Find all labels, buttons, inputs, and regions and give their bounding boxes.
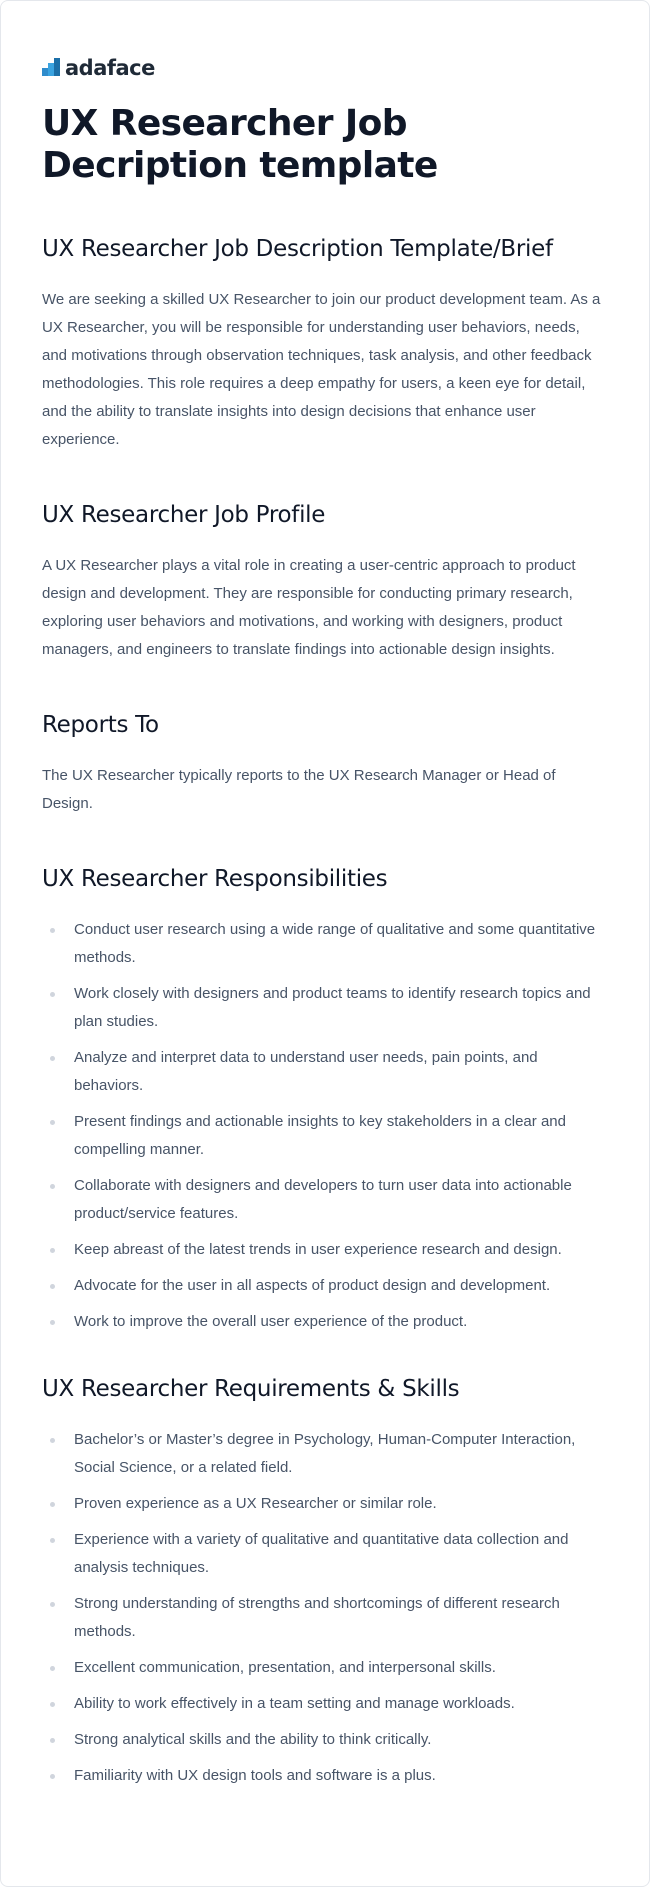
list-item: Excellent communication, presentation, and interpersonal skills.: [42, 1654, 608, 1682]
list-item: Present findings and actionable insights to key stakeholders in a clear and compelling manner.: [42, 1108, 608, 1164]
list-item: Familiarity with UX design tools and software is a plus.: [42, 1762, 608, 1790]
profile-section: [42, 500, 608, 664]
list-item: Work closely with designers and product teams to identify research topics and plan studies.: [42, 980, 608, 1036]
brief-section: [42, 234, 608, 454]
adaface-logo[interactable]: [42, 53, 608, 83]
list-item: Collaborate with designers and developers to turn user data into actionable product/service features.: [42, 1172, 608, 1228]
profile-body: A UX Researcher plays a vital role in creating a user-centric approach to product design and development. They are responsible for conducting primary research, exploring user behaviors and motivations, and working with designers, product managers, and engineers to translate findings into actionable design insights.: [42, 557, 576, 658]
reports-to-section: [42, 710, 608, 818]
reports-to-body: The UX Researcher typically reports to the UX Research Manager or Head of Design.: [42, 767, 556, 812]
list-item: Strong understanding of strengths and shortcomings of different research methods.: [42, 1590, 608, 1646]
list-item: Proven experience as a UX Researcher or similar role.: [42, 1490, 608, 1518]
list-item: Experience with a variety of qualitative and quantitative data collection and analysis techniques.: [42, 1526, 608, 1582]
list-item: Ability to work effectively in a team setting and manage workloads.: [42, 1690, 608, 1718]
list-item: Strong analytical skills and the ability to think critically.: [42, 1726, 608, 1754]
adaface-logo-icon: [42, 58, 60, 78]
responsibilities-heading: UX Researcher Responsibilities: [42, 866, 388, 892]
responsibilities-list: [42, 916, 608, 1336]
requirements-section: [42, 1374, 608, 1790]
brief-heading: UX Researcher Job Description Template/Brief: [42, 236, 553, 262]
list-item: Work to improve the overall user experience of the product.: [42, 1308, 608, 1336]
requirements-list: [42, 1426, 608, 1790]
logo-text: adaface: [65, 56, 155, 80]
list-item: Analyze and interpret data to understand user needs, pain points, and behaviors.: [42, 1044, 608, 1100]
reports-to-heading: Reports To: [42, 712, 159, 738]
page-title: UX Researcher Job Decription template: [42, 103, 438, 186]
list-item: Bachelor’s or Master’s degree in Psychology, Human-Computer Interaction, Social Science, or a related field.: [42, 1426, 608, 1482]
profile-heading: UX Researcher Job Profile: [42, 502, 326, 528]
list-item: Conduct user research using a wide range of qualitative and some quantitative methods.: [42, 916, 608, 972]
responsibilities-section: [42, 864, 608, 1336]
requirements-heading: UX Researcher Requirements & Skills: [42, 1376, 460, 1402]
brief-body: We are seeking a skilled UX Researcher to join our product development team. As a UX Researcher, you will be responsible for understanding user behaviors, needs, and motivations through observation techniques, task analysis, and other feedback methodologies. This role requires a deep empathy for users, a keen eye for detail, and the ability to translate insights into design decisions that enhance user experience.: [42, 291, 601, 448]
list-item: Keep abreast of the latest trends in user experience research and design.: [42, 1236, 608, 1264]
list-item: Advocate for the user in all aspects of product design and development.: [42, 1272, 608, 1300]
